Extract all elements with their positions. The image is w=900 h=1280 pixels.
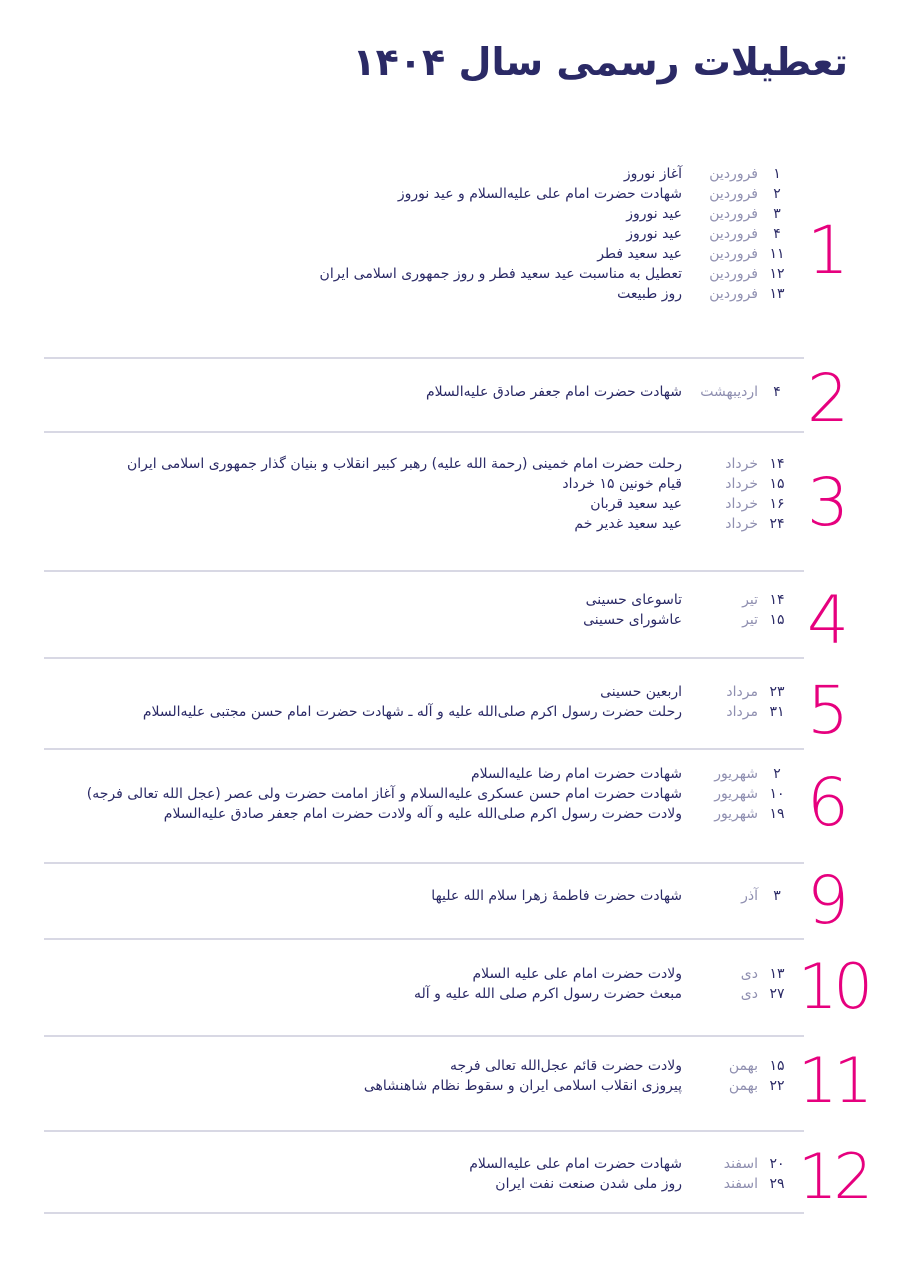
month-number: 12 xyxy=(798,1140,869,1213)
month-section-10 xyxy=(44,950,869,1023)
day: ۱۹ xyxy=(769,806,785,822)
event: رحلت حضرت امام خمینی (رحمة الله علیه) رهبر کبیر انقلاب و بنیان گذار جمهوری اسلامی ایران xyxy=(126,456,682,472)
month-section-6 xyxy=(44,764,854,841)
event: ولادت حضرت قائم عجل‌الله تعالی فرجه xyxy=(450,1058,682,1074)
month-name: اسفند xyxy=(723,1156,758,1172)
month-section-5 xyxy=(44,672,854,749)
event: شهادت حضرت فاطمهٔ زهرا سلام الله علیها xyxy=(431,888,682,904)
event: آغاز نوروز xyxy=(623,166,682,182)
section-divider xyxy=(44,862,804,864)
event: اربعین حسینی xyxy=(600,684,682,700)
section-divider xyxy=(44,748,804,750)
event: عاشورای حسینی xyxy=(583,612,682,628)
day: ۲۴ xyxy=(769,516,785,532)
month-number: 11 xyxy=(798,1044,869,1117)
holiday-row xyxy=(414,966,796,986)
event: شهادت حضرت امام حسن عسکری علیه‌السلام و آغاز امامت حضرت ولی عصر (عجل الله تعالی فرجه) xyxy=(86,786,682,802)
event: عید سعید قربان xyxy=(590,496,682,512)
day: ۱۵ xyxy=(769,1058,785,1074)
month-name: مرداد xyxy=(726,684,758,700)
holiday-row xyxy=(127,516,796,536)
section-divider xyxy=(44,657,804,659)
month-name: فروردین xyxy=(709,266,758,282)
month-name: اسفند xyxy=(723,1176,758,1192)
event: ولادت حضرت رسول اکرم صلی‌الله علیه و آله ولادت حضرت امام جعفر صادق علیه‌السلام xyxy=(163,806,682,822)
holiday-row xyxy=(320,186,796,206)
month-name: تیر xyxy=(742,612,758,628)
event: تاسوعای حسینی xyxy=(585,592,682,608)
holiday-list xyxy=(414,966,796,1006)
event: عید نوروز xyxy=(626,206,682,222)
holiday-row xyxy=(87,806,796,826)
event: عید نوروز xyxy=(626,226,682,242)
holiday-row xyxy=(364,1058,796,1078)
day: ۱۰ xyxy=(769,786,785,802)
holiday-row xyxy=(414,986,796,1006)
page-title: تعطیلات رسمی سال ۱۴۰۴ xyxy=(352,40,848,84)
event: ولادت حضرت امام علی علیه السلام xyxy=(472,966,682,982)
day: ۱۵ xyxy=(769,476,785,492)
day: ۱۱ xyxy=(769,246,785,262)
month-section-3 xyxy=(44,456,854,541)
month-name: بهمن xyxy=(728,1078,758,1094)
event: پیروزی انقلاب اسلامی ایران و سقوط نظام شاهنشاهی xyxy=(363,1078,682,1094)
day: ۲ xyxy=(773,186,781,202)
holiday-row xyxy=(469,1176,796,1196)
month-name: آذر xyxy=(741,888,758,904)
holiday-list xyxy=(431,888,796,908)
event: تعطیل به مناسبت عید سعید فطر و روز جمهوری اسلامی ایران xyxy=(319,266,682,282)
month-name: شهریور xyxy=(714,806,758,822)
month-number: 6 xyxy=(807,764,845,841)
section-divider xyxy=(44,938,804,940)
holiday-row xyxy=(127,456,796,476)
month-number: 9 xyxy=(807,862,845,939)
day: ۱۴ xyxy=(769,456,785,472)
month-name: دی xyxy=(740,986,758,1002)
month-section-9 xyxy=(44,862,854,939)
month-name: شهریور xyxy=(714,786,758,802)
month-name: مرداد xyxy=(726,704,758,720)
holiday-list xyxy=(364,1058,796,1098)
day: ۳۱ xyxy=(769,704,785,720)
event: روز طبیعت xyxy=(617,286,682,302)
day: ۲۲ xyxy=(769,1078,785,1094)
holiday-row xyxy=(426,384,796,404)
month-number: 1 xyxy=(807,212,845,289)
day: ۱ xyxy=(773,166,781,182)
event: عید سعید فطر xyxy=(597,246,682,262)
month-name: فروردین xyxy=(709,226,758,242)
day: ۲۷ xyxy=(769,986,785,1002)
holiday-row xyxy=(469,1156,796,1176)
event: مبعث حضرت رسول اکرم صلی الله علیه و آله xyxy=(414,986,682,1002)
holiday-row xyxy=(320,226,796,246)
holiday-row xyxy=(364,1078,796,1098)
holiday-list xyxy=(143,684,796,724)
month-name: شهریور xyxy=(714,766,758,782)
holiday-row xyxy=(320,206,796,226)
month-name: بهمن xyxy=(728,1058,758,1074)
section-divider xyxy=(44,1035,804,1037)
holiday-row xyxy=(87,766,796,786)
day: ۱۳ xyxy=(769,286,785,302)
event: قیام خونین ۱۵ خرداد xyxy=(562,476,682,492)
day: ۲۹ xyxy=(769,1176,785,1192)
holiday-list xyxy=(127,456,796,536)
month-name: اردیبهشت xyxy=(700,384,758,400)
month-number: 4 xyxy=(807,582,845,659)
day: ۳ xyxy=(773,206,781,222)
holiday-list xyxy=(426,384,796,404)
holiday-row xyxy=(320,246,796,266)
section-divider xyxy=(44,570,804,572)
day: ۱۵ xyxy=(769,612,785,628)
month-name: خرداد xyxy=(725,476,758,492)
holiday-list xyxy=(87,766,796,826)
holiday-row xyxy=(583,612,796,632)
holiday-row xyxy=(87,786,796,806)
holiday-row xyxy=(320,166,796,186)
holiday-list xyxy=(583,592,796,632)
month-number: 3 xyxy=(807,464,845,541)
holiday-row xyxy=(320,286,796,306)
day: ۲۳ xyxy=(769,684,785,700)
section-divider xyxy=(44,357,804,359)
holiday-list xyxy=(320,166,796,306)
event: شهادت حضرت امام علی علیه‌السلام و عید نوروز xyxy=(397,186,682,202)
day: ۱۴ xyxy=(769,592,785,608)
holiday-list xyxy=(469,1156,796,1196)
month-section-12 xyxy=(44,1140,869,1213)
month-name: خرداد xyxy=(725,456,758,472)
section-divider xyxy=(44,1212,804,1214)
day: ۱۲ xyxy=(769,266,785,282)
month-section-4 xyxy=(44,582,854,659)
day: ۳ xyxy=(773,888,781,904)
month-section-2 xyxy=(44,360,854,437)
month-name: فروردین xyxy=(709,286,758,302)
event: شهادت حضرت امام جعفر صادق علیه‌السلام xyxy=(426,384,682,400)
month-name: تیر xyxy=(742,592,758,608)
holiday-row xyxy=(320,266,796,286)
holiday-row xyxy=(583,592,796,612)
month-section-1 xyxy=(44,166,854,306)
section-divider xyxy=(44,1130,804,1132)
day: ۴ xyxy=(773,384,781,400)
day: ۲ xyxy=(773,766,781,782)
holiday-row xyxy=(127,476,796,496)
event: روز ملی شدن صنعت نفت ایران xyxy=(495,1176,682,1192)
event: شهادت حضرت امام علی علیه‌السلام xyxy=(469,1156,682,1172)
month-name: خرداد xyxy=(725,496,758,512)
holiday-row xyxy=(143,704,796,724)
section-divider xyxy=(44,431,804,433)
holiday-row xyxy=(127,496,796,516)
month-number: 10 xyxy=(798,950,869,1023)
month-name: فروردین xyxy=(709,246,758,262)
month-name: فروردین xyxy=(709,166,758,182)
day: ۱۳ xyxy=(769,966,785,982)
day: ۴ xyxy=(773,226,781,242)
holiday-row xyxy=(431,888,796,908)
month-name: خرداد xyxy=(725,516,758,532)
day: ۱۶ xyxy=(769,496,785,512)
month-number: 5 xyxy=(807,672,845,749)
month-name: فروردین xyxy=(709,206,758,222)
event: شهادت حضرت امام رضا علیه‌السلام xyxy=(471,766,682,782)
month-name: فروردین xyxy=(709,186,758,202)
month-number: 2 xyxy=(807,360,845,437)
day: ۲۰ xyxy=(769,1156,785,1172)
month-section-11 xyxy=(44,1044,869,1117)
event: عید سعید غدیر خم xyxy=(574,516,682,532)
event: رحلت حضرت رسول اکرم صلی‌الله علیه و آله ـ شهادت حضرت امام حسن مجتبی علیه‌السلام xyxy=(142,704,682,720)
holiday-row xyxy=(143,684,796,704)
month-name: دی xyxy=(740,966,758,982)
